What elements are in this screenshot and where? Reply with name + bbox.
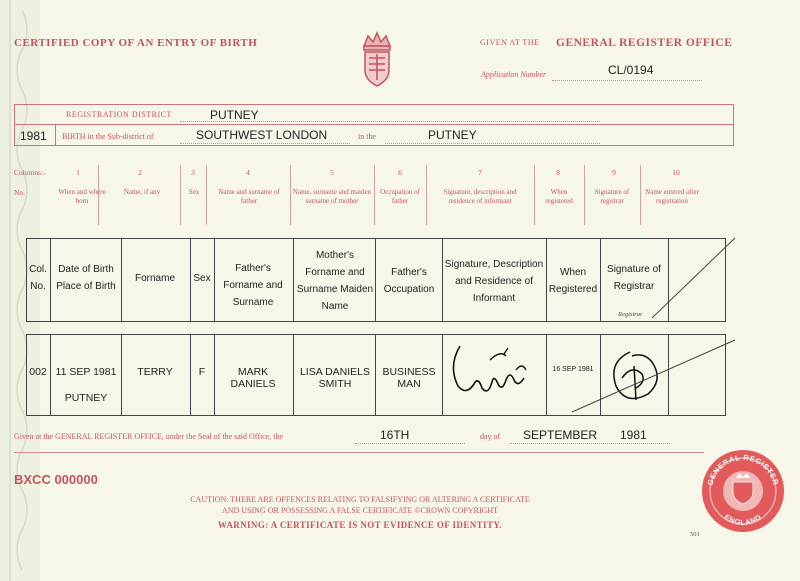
columns-label: Columns:- bbox=[14, 168, 46, 177]
seal-top-text: GENERAL REGISTER bbox=[705, 452, 781, 487]
seal-bottom-text: ENGLAND bbox=[722, 512, 764, 528]
given-year: 1981 bbox=[620, 428, 647, 442]
column-number-3: 3 bbox=[191, 168, 195, 177]
header-registrar-small: Registrar bbox=[618, 311, 643, 318]
column-number-9: 9 bbox=[612, 168, 616, 177]
subdistrict-value: SOUTHWEST LONDON bbox=[196, 128, 328, 142]
given-month: SEPTEMBER bbox=[523, 428, 598, 442]
column-label-7: Signature, description and residence of informant bbox=[443, 188, 517, 205]
subdistrict-label: BIRTH in the Sub-district of bbox=[62, 132, 154, 141]
column-label-6: Occupation of father bbox=[380, 188, 420, 205]
certificate-title: CERTIFIED COPY OF AN ENTRY OF BIRTH bbox=[14, 37, 258, 49]
header-sex: Sex bbox=[193, 272, 211, 284]
header-mother: Mother's Forname and Surname Maiden Name bbox=[296, 250, 374, 312]
application-number-line bbox=[552, 80, 702, 81]
column-number-6: 6 bbox=[398, 168, 402, 177]
entry-col-no: 002 bbox=[29, 366, 47, 378]
in-the-label: in the bbox=[358, 132, 376, 141]
given-at-prefix: GIVEN AT THE bbox=[480, 38, 540, 47]
registration-district-value: PUTNEY bbox=[210, 108, 259, 122]
column-number-7: 7 bbox=[478, 168, 482, 177]
entry-place-of-birth: PUTNEY bbox=[64, 392, 108, 404]
registration-year: 1981 bbox=[20, 129, 47, 143]
header-date-place: Date of Birth Place of Birth bbox=[56, 264, 116, 292]
column-label-10: Name entered after registration bbox=[645, 188, 699, 205]
entry-father: MARK DANIELS bbox=[230, 366, 276, 390]
informant-signature bbox=[446, 340, 544, 410]
column-label-8: When registered bbox=[545, 188, 573, 205]
general-register-office-title: GENERAL REGISTER OFFICE bbox=[556, 37, 733, 49]
header-when-registered: When Registered bbox=[548, 267, 598, 295]
caution-line-1: CAUTION: THERE ARE OFFENCES RELATING TO FALSIFYING OR ALTERING A CERTIFICATE bbox=[190, 495, 530, 504]
entry-occupation: BUSINESS MAN bbox=[382, 366, 436, 390]
column-label-4: Name and surname of father bbox=[218, 188, 280, 205]
column-number-2: 2 bbox=[138, 168, 142, 177]
crown-crest-icon bbox=[356, 30, 398, 90]
column-number-5: 5 bbox=[330, 168, 334, 177]
column-number-8: 8 bbox=[556, 168, 560, 177]
header-father: Father's Forname and Surname bbox=[223, 262, 283, 308]
given-day-of-label: day of bbox=[480, 432, 501, 441]
column-number-4: 4 bbox=[246, 168, 250, 177]
given-line-prefix: Given at the GENERAL REGISTER OFFICE, under the Seal of the said Office, the bbox=[14, 432, 284, 441]
caution-line-2: AND USING OR POSSESSING A FALSE CERTIFICATE ©CROWN COPYRIGHT bbox=[221, 506, 499, 515]
in-the-value: PUTNEY bbox=[428, 128, 477, 142]
column-label-5: Name, surname and maiden surname of mother bbox=[292, 188, 372, 205]
entry-when-registered: 16 SEP 1981 bbox=[552, 366, 594, 373]
given-day: 16TH bbox=[380, 428, 410, 442]
entry-date-of-birth: 11 SEP 1981 bbox=[55, 366, 117, 378]
cancellation-lines bbox=[560, 232, 740, 422]
entry-mother: LISA DANIELS SMITH bbox=[299, 366, 371, 390]
column-label-3: Sex bbox=[188, 188, 200, 196]
registration-district-label: REGISTRATION DISTRICT bbox=[66, 110, 172, 119]
column-label-1: When and where born bbox=[58, 188, 106, 205]
application-number: CL/0194 bbox=[608, 63, 654, 77]
serial-number: BXCC 000000 bbox=[14, 472, 98, 487]
form-code: 501 bbox=[690, 531, 700, 538]
column-label-9: Signature of registrar bbox=[594, 188, 630, 205]
seal-text bbox=[700, 448, 786, 534]
column-label-2: Name, if any bbox=[123, 188, 161, 196]
header-informant: Signature, Description and Residence of Informant bbox=[444, 258, 544, 304]
svg-text:ENGLAND bbox=[723, 512, 763, 527]
entry-sex: F bbox=[198, 366, 206, 378]
column-number-1: 1 bbox=[76, 168, 80, 177]
warning-line: WARNING: A CERTIFICATE IS NOT EVIDENCE OF IDENTITY. bbox=[217, 520, 503, 530]
header-forname: Forname bbox=[134, 272, 175, 284]
no-label: No. bbox=[14, 188, 26, 197]
header-occupation: Father's Occupation bbox=[383, 267, 435, 295]
svg-text:GENERAL REGISTER bbox=[706, 453, 781, 486]
header-registrar: Signature of Registrar bbox=[607, 264, 661, 292]
header-col-no: Col. No. bbox=[29, 264, 47, 292]
entry-forname: TERRY bbox=[137, 366, 173, 378]
application-number-label: Application Number bbox=[481, 70, 547, 79]
column-number-10: 10 bbox=[672, 168, 680, 177]
